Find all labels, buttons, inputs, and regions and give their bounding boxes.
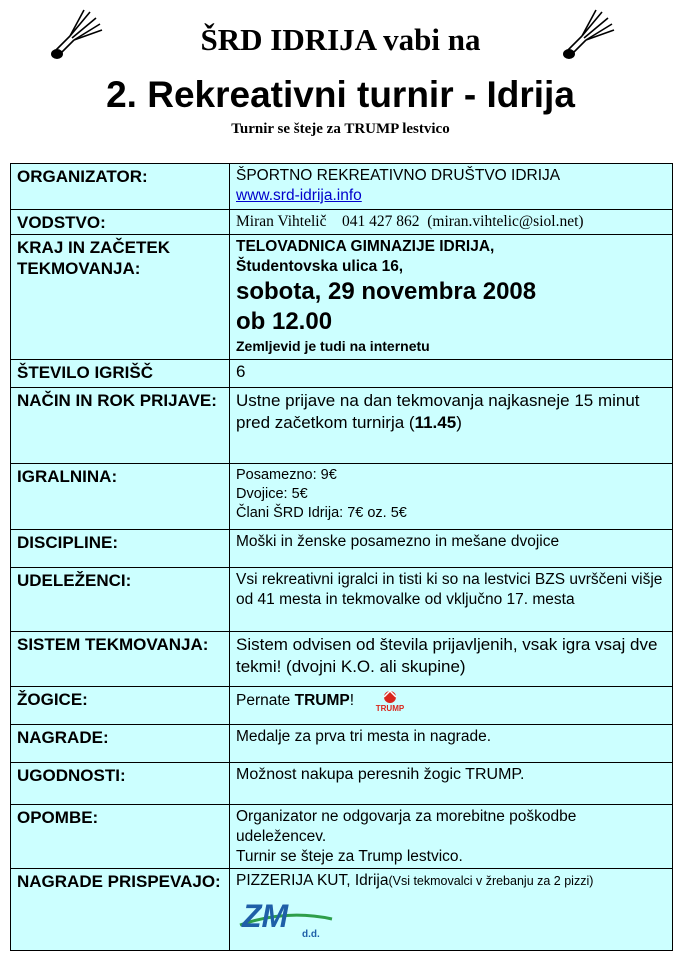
row-opombe (11, 805, 673, 869)
zogice-suffix: ! (349, 692, 355, 710)
opombe-value (230, 805, 673, 869)
row-vodstvo (11, 210, 673, 235)
vodstvo-label: VODSTVO: (11, 210, 230, 235)
tournament-title: 2. Rekreativni turnir - Idrija (106, 74, 575, 115)
fee-singles: Posamezno: 9€ (236, 467, 337, 483)
ugodnosti-label: UGODNOSTI: (11, 763, 230, 805)
sistem-label: SISTEM TEKMOVANJA: (11, 632, 230, 687)
invitation-heading: ŠRD IDRIJA vabi na (200, 22, 481, 57)
row-discipline (11, 530, 673, 568)
discipline-label: DISCIPLINE: (11, 530, 230, 568)
ranking-note: Turnir se šteje za TRUMP lestvico (231, 121, 450, 137)
row-nagrade (11, 725, 673, 763)
zogice-label: ŽOGICE: (11, 687, 230, 725)
prijave-deadline: 11.45 (414, 413, 457, 432)
fee-members: Člani ŠRD Idrija: 7€ oz. 5€ (236, 505, 407, 521)
igralnina-label: IGRALNINA: (11, 464, 230, 530)
sponsor-name: PIZZERIJA KUT, Idrija (236, 872, 389, 889)
kraj-label: KRAJ IN ZAČETEK TEKMOVANJA: (11, 235, 230, 360)
tournament-info-table (10, 163, 673, 951)
udelezenci-label: UDELEŽENCI: (11, 568, 230, 632)
zm-sponsor-logo (236, 895, 336, 939)
ugodnosti-value: Možnost nakupa peresnih žogic TRUMP. (230, 763, 673, 805)
organizer-website-link[interactable]: www.srd-idrija.info (236, 187, 362, 204)
zogice-brand: TRUMP (294, 692, 350, 710)
row-prijave (11, 388, 673, 464)
trump-logo-text: TRUMP (376, 704, 405, 713)
igralnina-value (230, 464, 673, 530)
prijave-label: NAČIN IN ROK PRIJAVE: (11, 388, 230, 464)
prispevajo-label: NAGRADE PRISPEVAJO: (11, 869, 230, 951)
zm-logo-sub: d.d. (302, 929, 320, 939)
row-kraj (11, 235, 673, 360)
organizator-label: ORGANIZATOR: (11, 164, 230, 210)
prispevajo-value (230, 869, 673, 951)
zogice-value (230, 687, 673, 725)
row-ugodnosti (11, 763, 673, 805)
tournament-date: sobota, 29 novembra 2008 (236, 278, 537, 305)
opombe-label: OPOMBE: (11, 805, 230, 869)
row-igralnina (11, 464, 673, 530)
row-stevilo (11, 360, 673, 388)
organizator-value (230, 164, 673, 210)
row-zogice (11, 687, 673, 725)
discipline-value: Moški in ženske posamezno in mešane dvojice (230, 530, 673, 568)
row-prispevajo (11, 869, 673, 951)
stevilo-value: 6 (230, 360, 673, 388)
stevilo-label: ŠTEVILO IGRIŠČ (11, 360, 230, 388)
opombe-ranking: Turnir se šteje za Trump lestvico. (236, 848, 463, 865)
row-udelezenci (11, 568, 673, 632)
vodstvo-value: Miran Vihtelič 041 427 862 (miran.vihtelic@siol.net) (230, 210, 673, 235)
tournament-time: ob 12.00 (236, 308, 333, 335)
fee-doubles: Dvojice: 5€ (236, 486, 308, 502)
sponsor-note: (Vsi tekmovalci v žrebanju za 2 pizzi) (388, 874, 594, 888)
trump-logo (370, 689, 410, 713)
opombe-liability: Organizator ne odgovarja za morebitne poškodbe udeležencev. (236, 808, 577, 845)
kraj-value (230, 235, 673, 360)
row-organizator (11, 164, 673, 210)
prijave-value (230, 388, 673, 464)
zogice-prefix: Pernate (236, 692, 295, 710)
prijave-text: Ustne prijave na dan tekmovanja najkasneje 15 minut pred začetkom turnirja ( (236, 391, 640, 432)
udelezenci-value: Vsi rekreativni igralci in tisti ki so na lestvici BZS uvrščeni višje od 41 mesta in tekmovalke od vključno 17. mesta (230, 568, 673, 632)
street-address: Študentovska ulica 16, (236, 258, 404, 275)
sistem-value: Sistem odvisen od števila prijavljenih, vsak igra vsaj dve tekmi! (dvojni K.O. ali skupine) (230, 632, 673, 687)
map-note: Zemljevid je tudi na internetu (236, 338, 430, 354)
nagrade-value: Medalje za prva tri mesta in nagrade. (230, 725, 673, 763)
nagrade-label: NAGRADE: (11, 725, 230, 763)
zm-logo-text: ZM (242, 898, 289, 934)
venue: TELOVADNICA GIMNAZIJE IDRIJA, (236, 238, 495, 255)
organizer-name: ŠPORTNO REKREATIVNO DRUŠTVO IDRIJA (236, 167, 561, 184)
row-sistem (11, 632, 673, 687)
prijave-close: ) (456, 413, 462, 432)
